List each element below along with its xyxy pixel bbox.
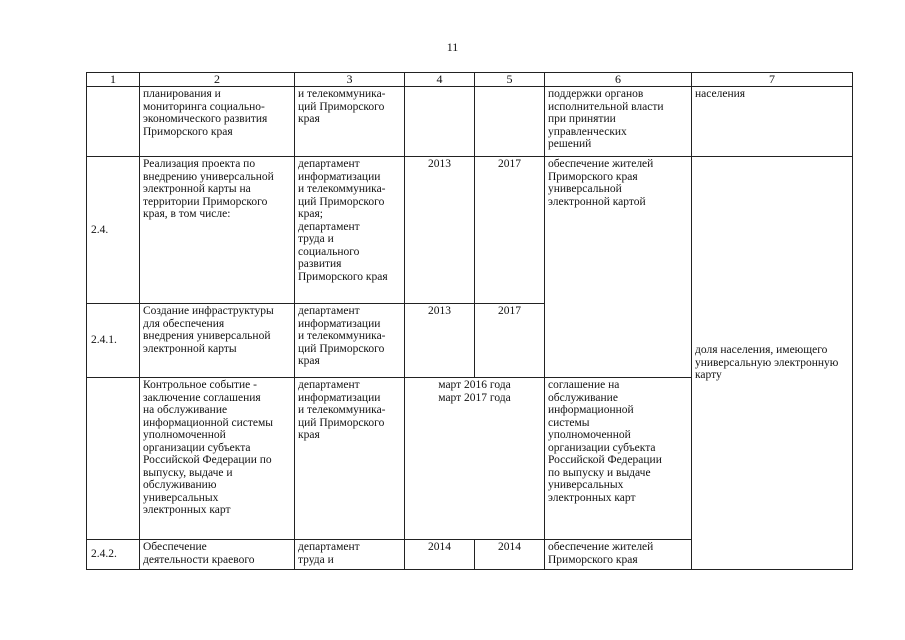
column-header: 1	[87, 73, 140, 87]
row-number: 2.4.2.	[87, 540, 140, 570]
start-year-cell: 2013	[405, 304, 475, 378]
responsible-cell: департамент информатизации и телекоммуника- ций Приморского края; департамент труда и социального развития Приморского края	[295, 157, 405, 304]
start-year-cell: 2013	[405, 157, 475, 304]
expected-result-cell: соглашение на обслуживание информационной системы уполномоченной организации субъекта Российской Федерации по выпуску и выдаче универсальных электронных карт	[545, 378, 692, 540]
responsible-cell: департамент труда и	[295, 540, 405, 570]
event-name-cell: Создание инфраструктуры для обеспечения внедрения универсальной электронной карты	[140, 304, 295, 378]
column-header: 6	[545, 73, 692, 87]
column-header: 5	[475, 73, 545, 87]
end-year-cell: 2017	[475, 157, 545, 304]
deadline-cell: март 2016 года март 2017 года	[405, 378, 545, 540]
responsible-cell: департамент информатизации и телекоммуника- ций Приморского края	[295, 378, 405, 540]
start-year-cell: 2014	[405, 540, 475, 570]
row-number	[87, 87, 140, 157]
end-year-cell: 2014	[475, 540, 545, 570]
start-year-cell	[405, 87, 475, 157]
row-number: 2.4.1.	[87, 304, 140, 378]
page-number: 11	[446, 40, 459, 54]
event-name-cell: планирования и мониторинга социально- экономического развития Приморского края	[140, 87, 295, 157]
responsible-cell: департамент информатизации и телекоммуника- ций Приморского края	[295, 304, 405, 378]
event-name-cell: Реализация проекта по внедрению универсальной электронной карты на территории Приморского края, в том числе:	[140, 157, 295, 304]
indicator-cell: доля населения, имеющего универсальную электронную карту	[692, 157, 853, 570]
table-header-row	[87, 73, 853, 87]
expected-result-cell: обеспечение жителей Приморского края универсальной электронной картой	[545, 157, 692, 378]
table-row	[87, 87, 853, 157]
end-year-cell: 2017	[475, 304, 545, 378]
expected-result-cell: обеспечение жителей Приморского края	[545, 540, 692, 570]
responsible-cell: и телекоммуника- ций Приморского края	[295, 87, 405, 157]
column-header: 3	[295, 73, 405, 87]
column-header: 2	[140, 73, 295, 87]
table-row	[87, 157, 853, 304]
plan-table	[86, 72, 853, 570]
end-year-cell	[475, 87, 545, 157]
event-name-cell: Обеспечение деятельности краевого	[140, 540, 295, 570]
column-header: 7	[692, 73, 853, 87]
row-number: 2.4.	[87, 157, 140, 304]
row-number	[87, 378, 140, 540]
indicator-cell: населения	[692, 87, 853, 157]
expected-result-cell: поддержки органов исполнительной власти при принятии управленческих решений	[545, 87, 692, 157]
event-name-cell: Контрольное событие - заключение соглашения на обслуживание информационной системы уполномоченной организации субъекта Российской Федерации по выпуску, выдаче и обслуживанию универсальных электронных карт	[140, 378, 295, 540]
column-header: 4	[405, 73, 475, 87]
